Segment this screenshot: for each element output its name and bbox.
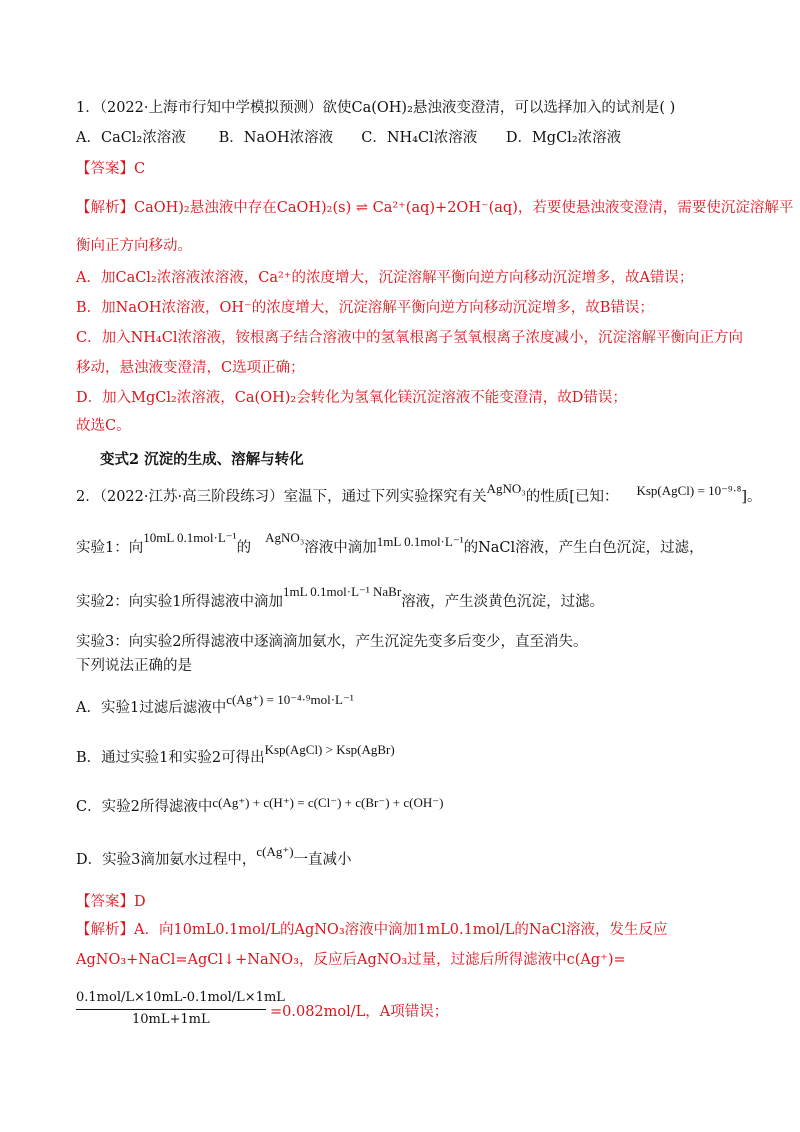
q2-exp3: 实验3：向实验2所得滤液中逐滴滴加氨水，产生沉淀先变多后变少，直至消失。 (76, 634, 588, 650)
q2-option-b (76, 742, 730, 768)
q2-stem-mid: 的性质[已知： (525, 489, 619, 505)
q2-exp1-text: 溶液中滴加 (304, 540, 377, 556)
q2-stem-end: ]。 (741, 489, 762, 505)
q2-exp2 (76, 584, 730, 612)
q2-option-b-formula: Ksp(AgCl) > Ksp(AgBr) (264, 742, 395, 757)
q2-option-d-formula: c(Ag⁺) (256, 844, 294, 859)
q2-option-d-text: D．实验3滴加氨水过程中， (76, 852, 257, 868)
q1-analysis-line: 移动，悬浊液变澄清，C选项正确； (76, 360, 305, 376)
q2-option-a-formula: c(Ag⁺) = 10⁻⁴·⁹mol·L⁻¹ (226, 692, 354, 707)
q2-stem (76, 481, 762, 507)
q1-option-d: D．MgCl₂浓溶液 (505, 130, 622, 146)
q1-option-b: B．NaOH浓溶液 (218, 130, 334, 146)
q2-stem-prefix: 2．（2022·江苏·高三阶段练习）室温下，通过下列实验探究有关 (76, 489, 487, 505)
q1-analysis-line: B．加NaOH浓溶液，OH⁻的浓度增大，沉淀溶解平衡向逆方向移动沉淀增多，故B错误； (76, 300, 654, 316)
q2-option-a-text: A．实验1过滤后滤液中 (76, 700, 227, 716)
q2-option-b-text: B．通过实验1和实验2可得出 (76, 750, 265, 766)
fraction-bar (76, 1009, 266, 1010)
q2-exp2-vol: 1mL 0.1mol·L⁻¹ NaBr (282, 584, 402, 599)
section-heading: 变式2 沉淀的生成、溶解与转化 (100, 451, 304, 468)
q1-analysis-line: C．加入NH₄Cl浓溶液，铵根离子结合溶液中的氢氧根离子氢氧根离子浓度减小，沉淀溶解平衡向正方向 (76, 330, 743, 346)
q2-prompt: 下列说法正确的是 (76, 658, 192, 674)
q2-exp1-text: 的 (236, 540, 252, 556)
q2-exp1-vol1: 10mL 0.1mol·L⁻¹ (143, 530, 237, 545)
q2-option-a (76, 692, 730, 718)
q1-analysis-line: A．加CaCl₂浓溶液浓溶液，Ca²⁺的浓度增大，沉淀溶解平衡向逆方向移动沉淀增多，故A错误； (76, 270, 694, 286)
fraction-numerator: 0.1mol/L×10mL-0.1mol/L×1mL (76, 990, 285, 1005)
q2-exp2-text: 实验2：向实验1所得滤液中滴加 (76, 594, 283, 610)
q1-analysis-line: D．加入MgCl₂浓溶液，Ca(OH)₂会转化为氢氧化镁沉淀溶液不能变澄清，故D错误； (76, 390, 627, 406)
q1-analysis-line: 【解析】CaOH)₂悬浊液中存在CaOH)₂(s) ⇌ Ca²⁺(aq)+2OH⁻(aq)，若要使悬浊液变澄清，需要使沉淀溶解平 (76, 200, 794, 216)
q2-exp1-text: 的NaCl溶液，产生白色沉淀，过滤， (463, 540, 704, 556)
q1-analysis-line: 故选C。 (76, 418, 131, 434)
q2-option-d-end: 一直减小 (293, 852, 352, 868)
q2-analysis-line: AgNO₃+NaCl=AgCl↓+NaNO₃，反应后AgNO₃过量，过滤后所得滤液中c(Ag⁺)= (76, 952, 626, 968)
q2-option-c-formula: c(Ag⁺) + c(H⁺) = c(Cl⁻) + c(Br⁻) + c(OH⁻) (212, 795, 444, 810)
q2-option-c-text: C．实验2所得滤液中 (76, 799, 213, 815)
q2-analysis-line: 【解析】A．向10mL0.1mol/L的AgNO₃溶液中滴加1mL0.1mol/L的NaCl溶液，发生反应 (76, 922, 668, 938)
q2-exp1-text: 实验1：向 (76, 540, 144, 556)
q2-option-d (76, 844, 730, 870)
q2-option-c (76, 797, 730, 817)
q2-exp1-vol2: 1mL 0.1mol·L⁻¹ (376, 534, 464, 549)
q2-exp2-text: 溶液，产生淡黄色沉淀，过滤。 (401, 594, 605, 610)
q1-answer: 【答案】C (76, 161, 146, 177)
q1-analysis-line: 衡向正方向移动。 (76, 238, 192, 254)
q2-stem-chem: AgNO₃ (486, 481, 526, 496)
q1-option-c: C．NH₄Cl浓溶液 (361, 130, 478, 146)
q2-exp1 (76, 530, 730, 558)
q2-exp1-chem: AgNO₃ (265, 530, 305, 545)
fraction-denominator: 10mL+1mL (132, 1012, 210, 1027)
q1-option-a: A．CaCl₂浓溶液 (76, 130, 186, 146)
q2-ksp-formula: Ksp(AgCl) = 10⁻⁹·⁸ (636, 483, 742, 498)
q1-options (76, 128, 730, 148)
q1-stem: 1．（2022·上海市行知中学模拟预测）欲使Ca(OH)₂悬浊液变澄清，可以选择加入的试剂是( ) (76, 100, 676, 116)
q2-answer: 【答案】D (76, 894, 146, 910)
fraction-result: =0.082mol/L，A项错误； (270, 1004, 449, 1020)
